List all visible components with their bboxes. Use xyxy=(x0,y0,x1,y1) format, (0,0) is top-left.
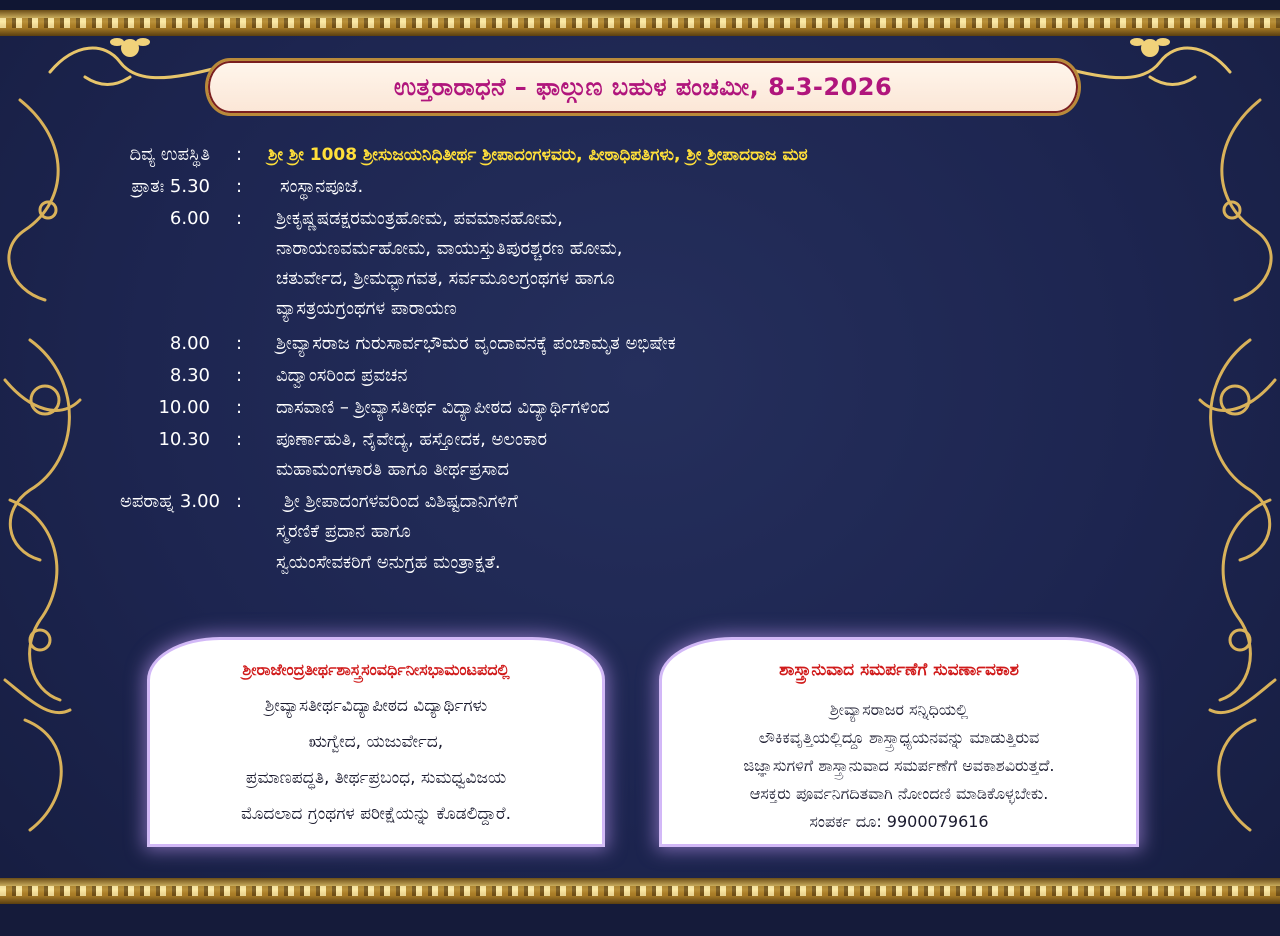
translation-box-heading: ಶಾಸ್ತ್ರಾನುವಾದ ಸಮರ್ಪಣೆಗೆ ಸುವರ್ಣಾವಕಾಶ xyxy=(779,660,1019,680)
colon: : xyxy=(236,429,243,450)
schedule-line: ಶ್ರೀ ಶ್ರೀಪಾದಂಗಳವರಿಂದ ವಿಶಿಷ್ಟದಾನಿಗಳಿಗೆ xyxy=(284,491,518,512)
contact-phone: ಸಂಪರ್ಕ ದೂ: 9900079616 xyxy=(809,812,989,831)
schedule-line: ನಾರಾಯಣವರ್ಮಹೋಮ, ವಾಯುಸ್ತುತಿಪುರಶ್ಚರಣ ಹೋಮ, xyxy=(276,238,623,259)
schedule-line: ವ್ಯಾಸತ್ರಯಗ್ರಂಥಗಳ ಪಾರಾಯಣ xyxy=(276,298,457,319)
colon: : xyxy=(236,176,243,197)
top-edge-strip xyxy=(0,0,1280,10)
schedule-line: ಶ್ರೀಕೃಷ್ಣಷಡಕ್ಷರಮಂತ್ರಹೋಮ, ಪವಮಾನಹೋಮ, xyxy=(276,208,563,229)
schedule-line: ಚತುರ್ವೇದ, ಶ್ರೀಮದ್ಭಾಗವತ, ಸರ್ವಮೂಲಗ್ರಂಥಗಳ ಹಾಗೂ xyxy=(276,268,615,289)
top-right-flourish xyxy=(1055,32,1235,92)
translation-box-line: ಶ್ರೀವ್ಯಾಸರಾಜರ ಸನ್ನಿಧಿಯಲ್ಲಿ xyxy=(829,700,969,719)
colon: : xyxy=(236,365,243,386)
exam-box-heading: ಶ್ರೀರಾಜೇಂದ್ರತೀರ್ಥಶಾಸ್ತ್ರಸಂವರ್ಧಿನೀಸಭಾಮಂಟಪದಲ್ಲಿ xyxy=(242,660,510,679)
translation-opportunity-box xyxy=(662,640,1136,844)
time-label: 8.00 xyxy=(169,333,210,354)
translation-box-line: ಜಿಜ್ಞಾಸುಗಳಿಗೆ ಶಾಸ್ತ್ರಾನುವಾದ ಸಮರ್ಪಣೆಗೆ ಅವಕಾಶವಿರುತ್ತದೆ. xyxy=(743,756,1055,775)
time-label: 10.00 xyxy=(158,397,210,418)
exam-info-box xyxy=(150,640,602,844)
bottom-edge-strip xyxy=(0,904,1280,936)
page-title: ಉತ್ತರಾರಾಧನೆ – ಫಾಲ್ಗುಣ ಬಹುಳ ಪಂಚಮೀ, 8-3-2026 xyxy=(393,73,893,101)
schedule-line: ಸ್ವಯಂಸೇವಕರಿಗೆ ಅನುಗ್ರಹ ಮಂತ್ರಾಕ್ಷತೆ. xyxy=(276,552,501,573)
right-filigree-ornament xyxy=(1185,80,1280,880)
schedule-line: ಸ್ಮರಣಿಕೆ ಪ್ರದಾನ ಹಾಗೂ xyxy=(276,521,411,542)
time-label: 6.00 xyxy=(169,208,210,229)
schedule-line: ಮಹಾಮಂಗಳಾರತಿ ಹಾಗೂ ತೀರ್ಥಪ್ರಸಾದ xyxy=(276,459,510,480)
presence-value: ಶ್ರೀ ಶ್ರೀ 1008 ಶ್ರೀಸುಜಯನಿಧಿತೀರ್ಥ ಶ್ರೀಪಾದಂಗಳವರು, ಪೀಠಾಧಿಪತಿಗಳು, ಶ್ರೀ ಶ್ರೀಪಾದರಾಜ ಮಠ xyxy=(268,145,808,165)
colon: : xyxy=(236,208,243,229)
top-left-flourish xyxy=(45,32,225,92)
exam-box-line: ಮೊದಲಾದ ಗ್ರಂಥಗಳ ಪರೀಕ್ಷೆಯನ್ನು ಕೊಡಲಿದ್ದಾರೆ. xyxy=(240,804,512,824)
colon: : xyxy=(236,144,243,165)
time-label: ಅಪರಾಹ್ನ 3.00 xyxy=(120,491,220,512)
time-label: ಪ್ರಾತಃ 5.30 xyxy=(131,176,210,197)
exam-box-line: ಪ್ರಮಾಣಪದ್ಧತಿ, ತೀರ್ಥಪ್ರಬಂಧ, ಸುಮಧ್ವವಿಜಯ xyxy=(245,768,507,788)
bottom-gold-border xyxy=(0,878,1280,904)
exam-box-line: ಶ್ರೀವ್ಯಾಸತೀರ್ಥವಿದ್ಯಾಪೀಠದ ವಿದ್ಯಾರ್ಥಿಗಳು xyxy=(264,696,488,716)
schedule-line: ಶ್ರೀವ್ಯಾಸರಾಜ ಗುರುಸಾರ್ವಭೌಮರ ವೃಂದಾವನಕ್ಕೆ ಪಂಚಾಮೃತ ಅಭಿಷೇಕ xyxy=(276,333,676,354)
colon: : xyxy=(236,397,243,418)
time-label: 10.30 xyxy=(158,429,210,450)
title-plaque xyxy=(205,58,1081,116)
schedule-line: ಸಂಸ್ಥಾನಪೂಜೆ. xyxy=(280,176,364,197)
schedule-line: ದಾಸವಾಣಿ – ಶ್ರೀವ್ಯಾಸತೀರ್ಥ ವಿದ್ಯಾಪೀಠದ ವಿದ್ಯಾರ್ಥಿಗಳಿಂದ xyxy=(276,397,610,418)
left-filigree-ornament xyxy=(0,80,95,880)
schedule-line: ವಿದ್ವಾಂಸರಿಂದ ಪ್ರವಚನ xyxy=(276,365,408,386)
translation-box-line: ಆಸಕ್ತರು ಪೂರ್ವನಿಗದಿತವಾಗಿ ನೋಂದಣಿ ಮಾಡಿಕೊಳ್ಳಬೇಕು. xyxy=(749,784,1049,803)
time-label: 8.30 xyxy=(169,365,210,386)
translation-box-line: ಲೌಕಿಕವೃತ್ತಿಯಲ್ಲಿದ್ದೂ ಶಾಸ್ತ್ರಾಧ್ಯಯನವನ್ನು ಮಾಡುತ್ತಿರುವ xyxy=(758,728,1040,747)
exam-box-line: ಋಗ್ವೇದ, ಯಜುರ್ವೇದ, xyxy=(308,732,444,752)
colon: : xyxy=(236,491,243,512)
presence-label: ದಿವ್ಯ ಉಪಸ್ಥಿತಿ xyxy=(129,144,210,165)
schedule-line: ಪೂರ್ಣಾಹುತಿ, ನೈವೇದ್ಯ, ಹಸ್ತೋದಕ, ಅಲಂಕಾರ xyxy=(276,429,547,450)
colon: : xyxy=(236,333,243,354)
